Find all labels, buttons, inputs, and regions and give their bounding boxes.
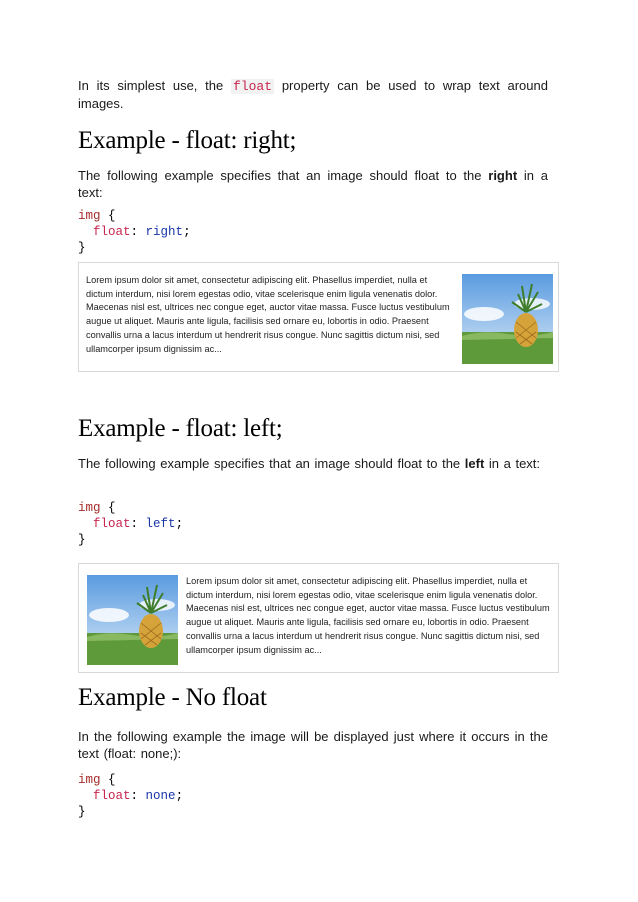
code-open-brace: { [100,773,116,787]
lorem-line: convallis urna a lacus interdum ut hendrerit risus congue. Nunc sagittis dictum nisi, sed [186,630,540,641]
intro-paragraph [78,77,548,112]
desc-bold-word: right [488,168,518,183]
code-semicolon: ; [175,789,184,803]
desc-text: The following example specifies that an image should float to the [78,456,465,471]
code-value: left [145,517,176,531]
code-semicolon: ; [183,225,191,239]
code-close-brace: } [78,533,86,547]
lorem-line: augue ut aliquet. Mauris ante ligula, facilisis sed ornare eu, lobortis in odio. Praesent [186,617,529,628]
lorem-line: Maecenas nisl est, ultrices nec congue eget, auctor vitae massa. Fusce luctus vestibulum [186,603,550,614]
code-close-brace: } [78,241,86,255]
code-property: float [93,225,131,239]
code-close-brace: } [78,805,86,819]
code-open-brace: { [100,501,116,515]
lorem-line: Maecenas nisl est, ultrices nec congue eget, auctor vitae massa. Fusce luctus vestibulum [86,302,450,313]
code-colon: : [130,517,146,531]
heading-float-left: Example - float: left; [78,415,283,442]
intro-text-before: In its simplest use, the [78,78,232,93]
desc-bold-word: left [464,456,485,471]
code-colon: : [130,225,146,239]
desc-text-after: in a text: [484,456,541,471]
lorem-line: augue ut aliquet. Mauris ante ligula, facilisis sed ornare eu, lobortis in odio. Praesent [86,316,429,327]
code-property: float [93,517,131,531]
demo-float-right [78,262,559,372]
demo-lorem-text [186,575,554,657]
code-block-float-right [78,208,191,256]
heading-float-right: Example - float: right; [78,127,297,154]
lorem-line: convallis urna a lacus interdum ut hendrerit risus congue. Nunc sagittis dictum nisi, sed [86,329,440,340]
code-selector: img [78,209,101,223]
desc-no-float: In the following example the image will be displayed just where it occurs in the text (float: none;): [78,729,548,761]
pineapple-image [87,575,178,665]
lorem-line: ullamcorper ipsum dignissim ac... [86,343,222,354]
desc-float-right [78,167,548,201]
lorem-line: ullamcorper ipsum dignissim ac... [186,644,322,655]
code-value: right [145,225,184,239]
code-selector: img [78,501,101,515]
code-selector: img [78,773,101,787]
demo-float-left [78,563,559,673]
lorem-line: Lorem ipsum dolor sit amet, consectetur adipiscing elit. Phasellus imperdiet, nulla et [186,576,528,586]
desc-float-left [78,455,548,472]
code-block-float-left [78,500,183,548]
lorem-line: Lorem ipsum dolor sit amet, consectetur adipiscing elit. Phasellus imperdiet, nulla et [86,275,428,285]
inline-code-float: float [233,79,273,94]
intro-text-after: property can be used to wrap text around images. [78,78,548,111]
code-value: none [145,789,176,803]
code-open-brace: { [100,209,116,223]
lorem-line: dictum interdum, nisi lorem egestas odio, vitae scelerisque enim ligula venenatis dolor. [186,589,538,600]
code-property: float [93,789,131,803]
pineapple-image [462,274,553,364]
demo-lorem-text [86,274,456,356]
code-semicolon: ; [175,517,184,531]
lorem-line: dictum interdum, nisi lorem egestas odio, vitae scelerisque enim ligula venenatis dolor. [86,288,438,299]
code-colon: : [130,789,146,803]
heading-no-float: Example - No float [78,684,267,711]
code-block-no-float [78,772,183,820]
desc-text: The following example specifies that an image should float to the [78,168,489,183]
desc-text-after: in a text: [78,168,548,200]
